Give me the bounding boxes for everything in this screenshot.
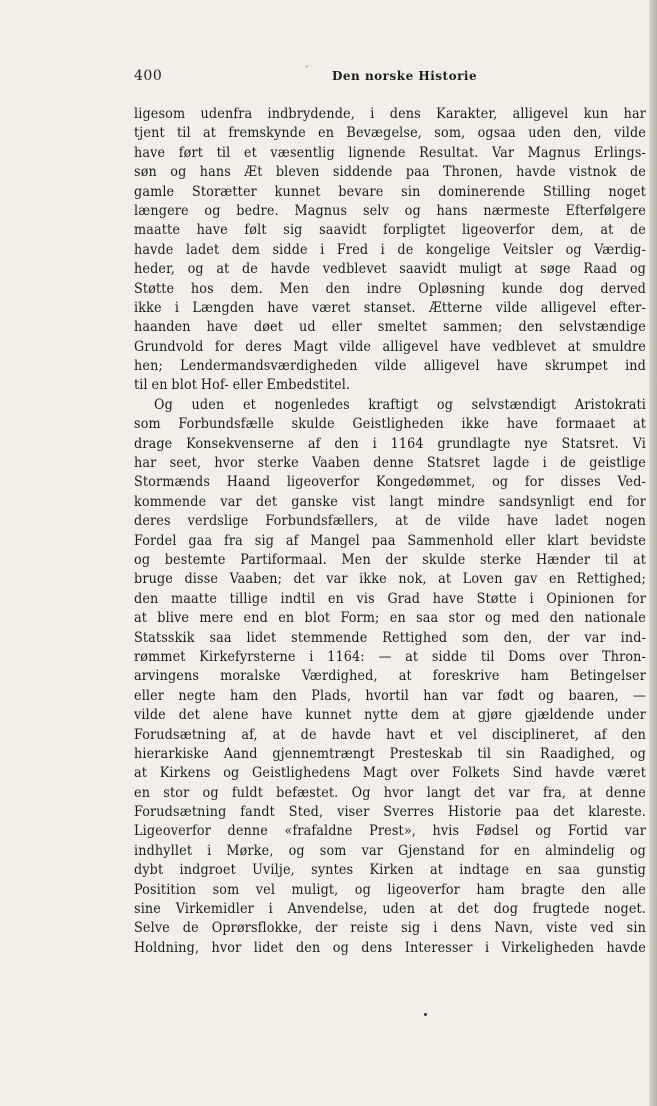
text-line: længere og bedre. Magnus selv og hans nærmeste Efterfølgere xyxy=(134,202,646,219)
text-line: som Forbundsfælle skulde Geistligheden ikke have formaaet at xyxy=(134,416,646,433)
text-line: at blive mere end en blot Form; en saa stor og med den nationale xyxy=(134,610,646,627)
paragraph-end-line: til en blot Hof- eller Embedstitel. xyxy=(134,377,351,394)
text-line: Ligeoverfor denne «frafaldne Prest», hvis Fødsel og Fortid var xyxy=(134,823,646,840)
text-line: hen; Lendermandsværdigheden vilde alligevel have skrumpet ind xyxy=(134,358,646,375)
text-line: maatte have følt sig saavidt forpligtet ligeoverfor dem, at de xyxy=(134,222,646,239)
text-line: søn og hans Æt bleven siddende paa Thronen, havde vistnok de xyxy=(134,164,646,181)
text-line: dybt indgroet Uvilje, syntes Kirken at indtage en saa gunstig xyxy=(134,862,646,879)
text-line: en stor og fuldt befæstet. Og hvor langt det var fra, at denne xyxy=(134,784,646,801)
text-line: tjent til at fremskynde en Bevægelse, som, ogsaa uden den, vilde xyxy=(134,125,646,142)
text-line: Holdning, hvor lidet den og dens Interesser i Virkeligheden havde xyxy=(134,939,646,956)
page-number: 400 xyxy=(134,68,163,84)
text-line: har seet, hvor sterke Vaaben denne Statsret lagde i de geistlige xyxy=(134,455,646,472)
text-line: have ført til et væsentlig lignende Resultat. Var Magnus Erlings- xyxy=(134,144,646,161)
text-line: Støtte hos dem. Men den indre Opløsning kunde dog derved xyxy=(134,280,646,297)
text-line: havde ladet dem sidde i Fred i de kongelige Veitsler og Værdig- xyxy=(134,241,646,258)
text-line: Positition som vel muligt, og ligeoverfor ham bragte den alle xyxy=(134,881,646,898)
text-line: Statsskik saa lidet stemmende Rettighed som den, der var ind- xyxy=(134,629,646,646)
text-line: gamle Storætter kunnet bevare sin dominerende Stilling noget xyxy=(134,183,646,200)
text-line: Stormænds Haand ligeoverfor Kongedømmet, og for disses Ved- xyxy=(134,474,646,491)
text-line: den maatte tillige indtil en vis Grad have Støtte i Opinionen for xyxy=(134,590,646,607)
text-line: rømmet Kirkefyrsterne i 1164: — at sidde til Doms over Thron- xyxy=(134,648,646,665)
text-line: Forudsætning fandt Sted, viser Sverres Historie paa det klareste. xyxy=(134,804,646,821)
ink-speck xyxy=(424,1013,427,1016)
text-line: at Kirkens og Geistlighedens Magt over Folkets Sind havde været xyxy=(134,765,646,782)
paragraph-start-line: Og uden et nogenledes kraftigt og selvstændigt Aristokrati xyxy=(154,396,646,413)
text-line: deres verdslige Forbundsfællers, at de vilde have ladet nogen xyxy=(134,513,646,530)
page-header xyxy=(134,68,646,88)
text-line: Forudsætning af, at de havde havt et vel disciplineret, af den xyxy=(134,726,646,743)
text-line: hierarkiske Aand gjennemtrængt Presteskab til sin Raadighed, og xyxy=(134,745,646,762)
text-line: og bestemte Partiformaal. Men der skulde sterke Hænder til at xyxy=(134,551,646,568)
text-line: vilde det alene have kunnet nytte dem at gjøre gjældende under xyxy=(134,707,646,724)
text-line: bruge disse Vaaben; det var ikke nok, at Loven gav en Rettighed; xyxy=(134,571,646,588)
text-line: indhyllet i Mørke, og som var Gjenstand for en almindelig og xyxy=(134,842,646,859)
text-line: Fordel gaa fra sig af Mangel paa Sammenhold eller klart bevidste xyxy=(134,532,646,549)
text-line: ikke i Længden have været stanset. Ætterne vilde alligevel efter- xyxy=(134,299,646,316)
text-line: sine Virkemidler i Anvendelse, uden at det dog frugtede noget. xyxy=(134,901,646,918)
text-line: eller negte ham den Plads, hvortil han var født og baaren, — xyxy=(134,687,646,704)
text-line: drage Konsekvenserne af den i 1164 grundlagte nye Statsret. Vi xyxy=(134,435,646,452)
text-line: heder, og at de havde vedblevet saavidt muligt at søge Raad og xyxy=(134,261,646,278)
page-edge-shadow xyxy=(649,0,657,1106)
body-text xyxy=(134,105,646,958)
pencil-mark-icon: ˊ xyxy=(304,66,309,77)
text-line: kommende var det ganske vist langt mindre sandsynligt end for xyxy=(134,493,646,510)
text-line: haanden have døet ud eller smeltet sammen; den selvstændige xyxy=(134,319,646,336)
text-line: Grundvold for deres Magt vilde alligevel have vedblevet at smuldre xyxy=(134,338,646,355)
running-title: Den norske Historie xyxy=(332,69,478,83)
text-line: arvingens moralske Værdighed, at foreskrive ham Betingelser xyxy=(134,668,646,685)
text-line: ligesom udenfra indbrydende, i dens Karakter, alligevel kun har xyxy=(134,106,646,122)
text-line: Selve de Oprørsflokke, der reiste sig i dens Navn, viste ved sin xyxy=(134,920,646,937)
